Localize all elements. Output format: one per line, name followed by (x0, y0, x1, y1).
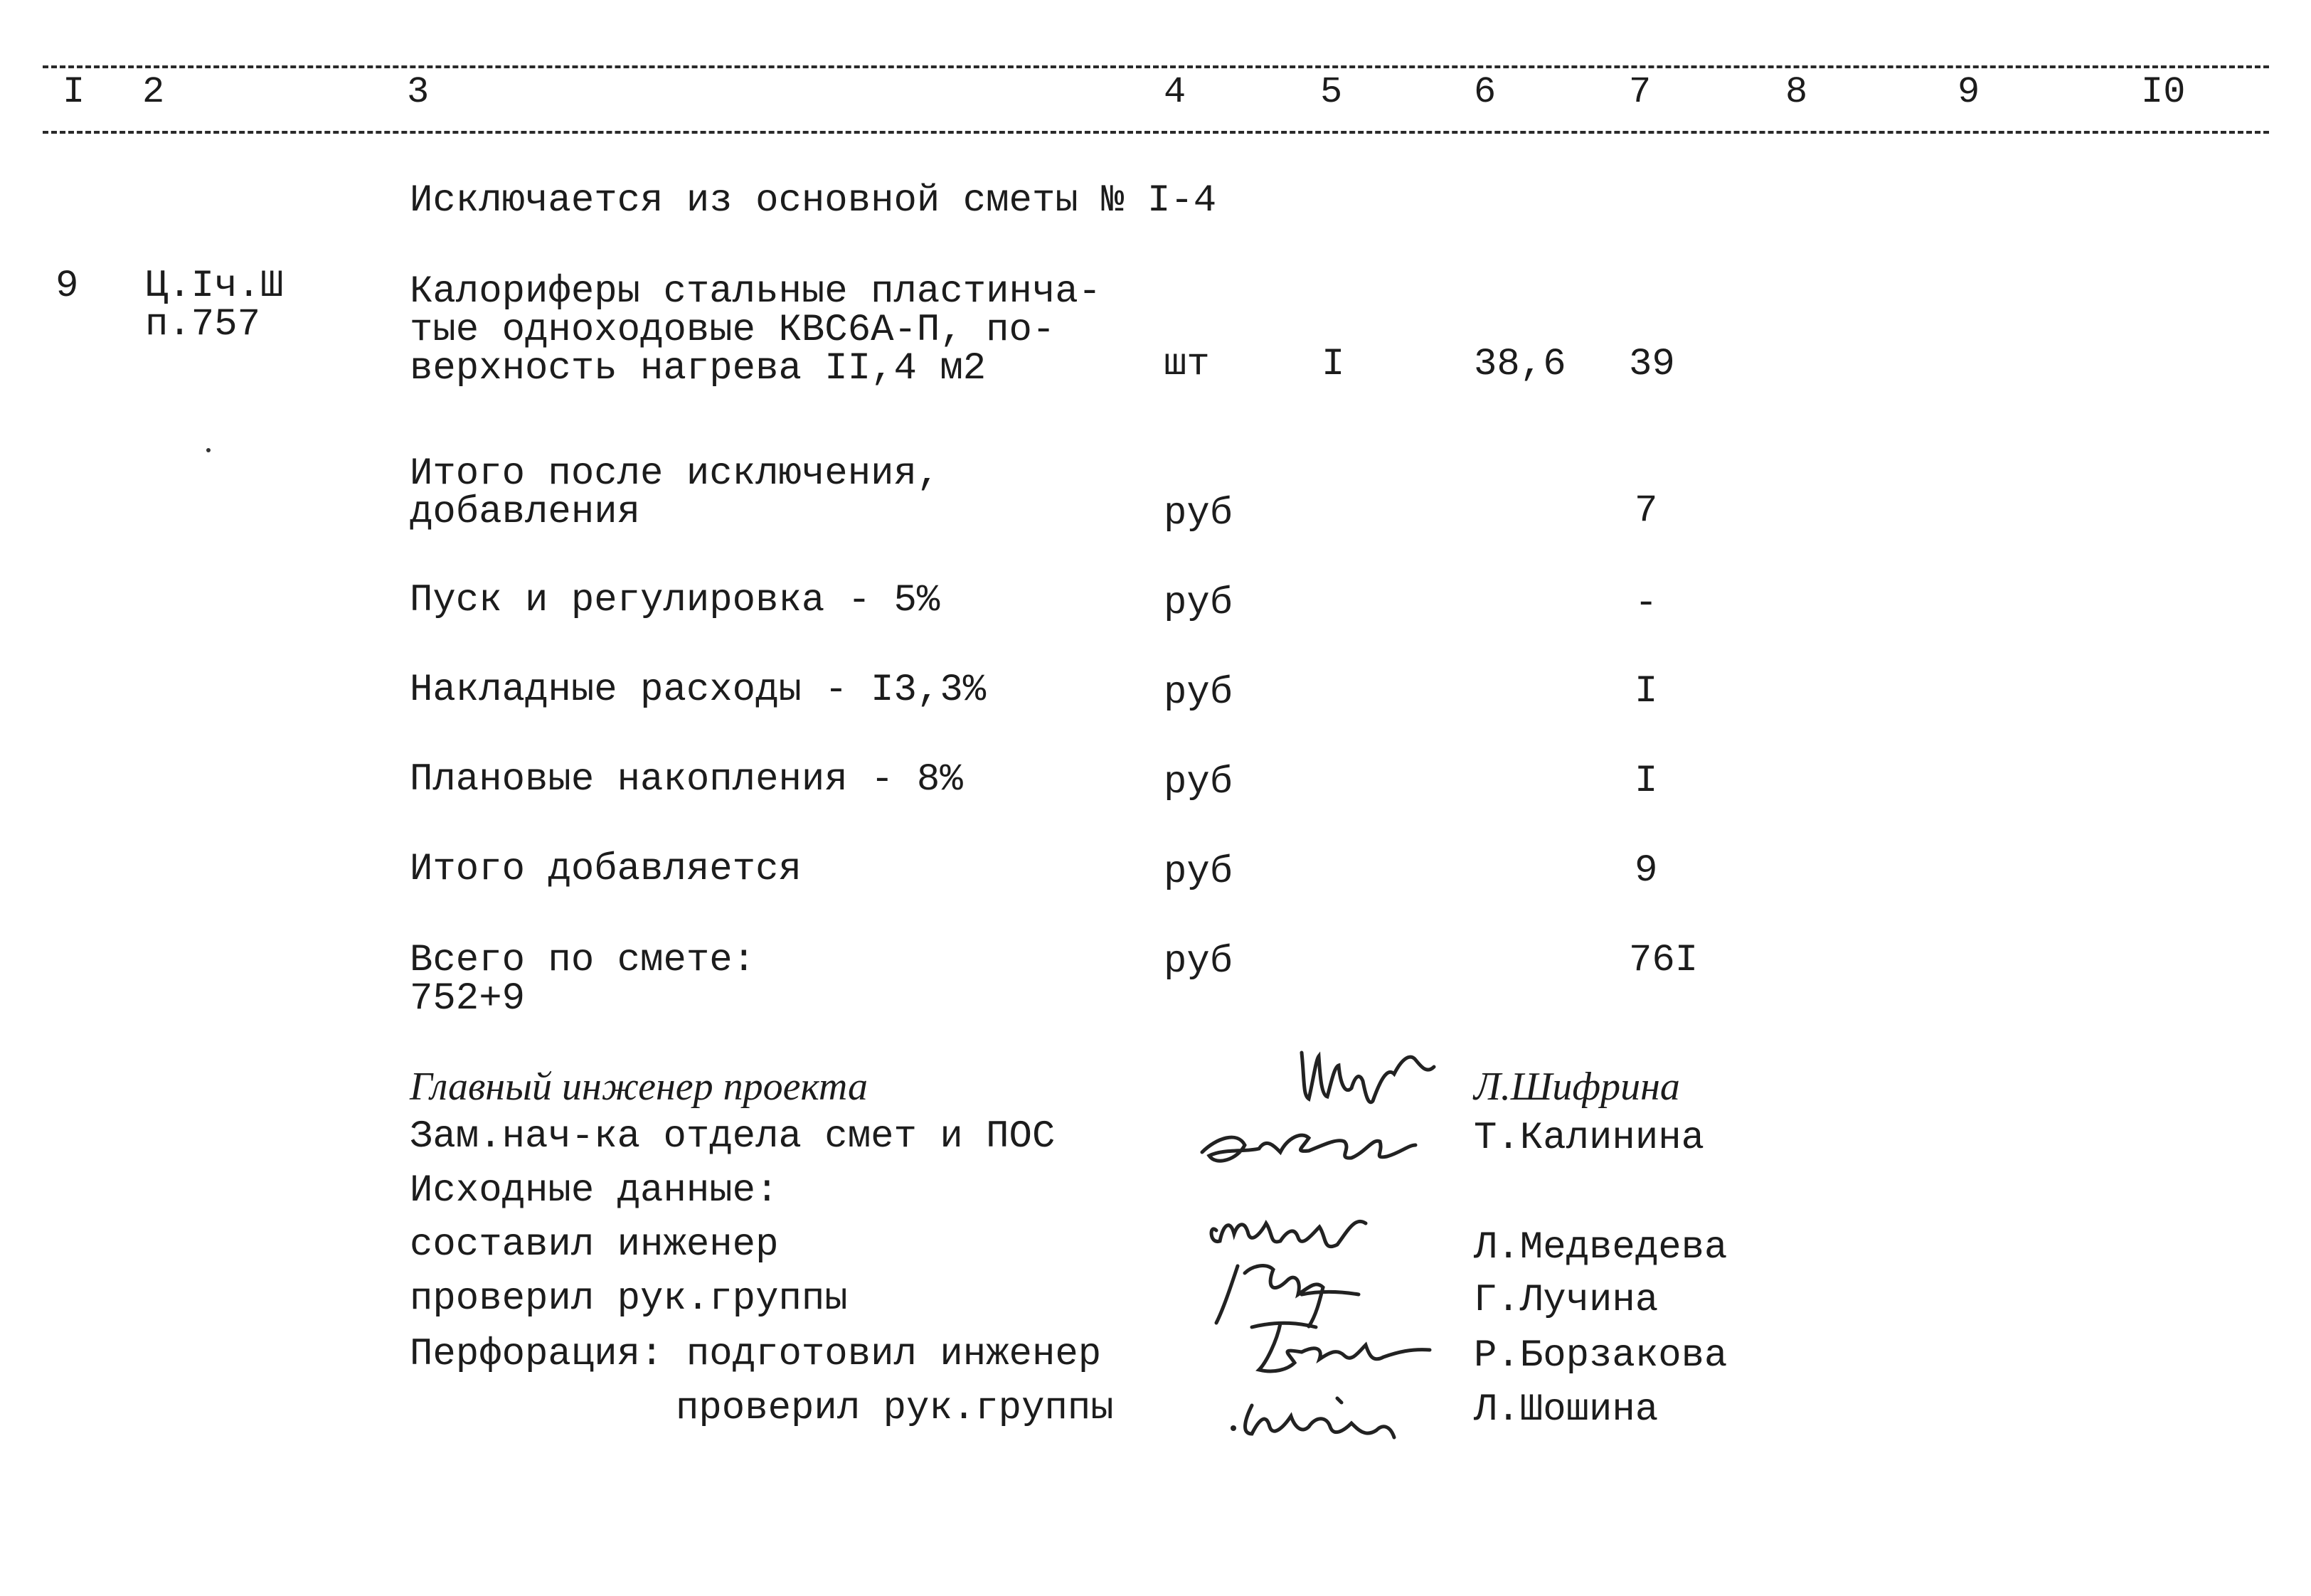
row-total-unit: руб (1164, 940, 1233, 984)
item-desc-line3: верхность нагрева II,4 м2 (410, 347, 987, 390)
col-header-1: I (63, 71, 85, 113)
item-number: 9 (55, 265, 79, 308)
scan-speck (206, 448, 211, 452)
row-overhead-label: Накладные расходы - I3,3% (410, 669, 987, 712)
col-header-4: 4 (1164, 71, 1186, 113)
row-subtotal-label (410, 452, 940, 534)
row-added-value: 9 (1635, 849, 1658, 893)
compiled-name: Л.Медведева (1474, 1226, 1728, 1270)
item-qty: I (1322, 343, 1345, 386)
item-total: 39 (1629, 343, 1675, 386)
row-planned-label: Плановые накопления - 8% (410, 758, 963, 802)
item-description (410, 270, 1102, 390)
item-code-line2: п.757 (145, 303, 261, 346)
row-subtotal-value: 7 (1635, 489, 1658, 533)
row-subtotal-label-line2: добавления (410, 491, 641, 534)
perforation-checked-name: Л.Шошина (1474, 1388, 1659, 1432)
row-overhead-value: I (1635, 670, 1658, 713)
perforation-checked-title: проверил рук.группы (676, 1387, 1114, 1430)
item-code (145, 267, 283, 344)
perforation-label: Перфорация: подготовил инженер (410, 1333, 1102, 1376)
row-overhead-unit: руб (1164, 671, 1233, 715)
signature-shifrina (1295, 1038, 1458, 1117)
chief-engineer-title: Главный инженер проекта (410, 1065, 868, 1109)
item-unit: шт (1164, 343, 1210, 386)
col-header-7: 7 (1629, 71, 1652, 113)
signature-borzakova (1238, 1313, 1437, 1384)
col-header-9: 9 (1957, 71, 1980, 113)
row-subtotal-unit: руб (1164, 492, 1233, 536)
item-desc-line2: тые одноходовые КВС6А-П, по- (410, 309, 1056, 352)
compiled-title: составил инженер (410, 1223, 779, 1267)
item-price: 38,6 (1474, 343, 1566, 386)
perforation-name: Р.Борзакова (1474, 1334, 1728, 1378)
col-header-5: 5 (1320, 71, 1343, 113)
col-header-2: 2 (142, 71, 165, 113)
deputy-name: Т.Калинина (1474, 1117, 1705, 1160)
row-startup-unit: руб (1164, 582, 1233, 625)
source-data-label: Исходные данные: (410, 1169, 779, 1213)
col-header-6: 6 (1474, 71, 1497, 113)
col-header-10: I0 (2141, 71, 2186, 113)
item-code-line1: Ц.Iч.Ш (145, 265, 284, 308)
row-subtotal-label-line1: Итого после исключения, (410, 452, 940, 496)
col-header-8: 8 (1785, 71, 1808, 113)
deputy-title: Зам.нач-ка отдела смет и ПОС (410, 1115, 1056, 1159)
section-title: Исключается из основной сметы № I-4 (410, 179, 1217, 223)
row-total-label-line1: Всего по смете: (410, 939, 756, 982)
item-desc-line1: Калориферы стальные пластинча- (410, 270, 1102, 314)
row-total-label (410, 939, 756, 1021)
checked-title: проверил рук.группы (410, 1277, 848, 1321)
row-startup-label: Пуск и регулировка - 5% (410, 579, 940, 622)
row-startup-value: - (1635, 582, 1658, 625)
chief-engineer-name: Л.Шифрина (1474, 1065, 1680, 1109)
signature-kalinina (1195, 1110, 1430, 1174)
header-top-rule (43, 65, 2269, 68)
col-header-3: 3 (407, 71, 430, 113)
row-added-unit: руб (1164, 851, 1233, 894)
checked-name: Г.Лучина (1474, 1279, 1659, 1322)
header-bottom-rule (43, 131, 2269, 134)
row-total-value: 76I (1629, 939, 1699, 982)
row-added-label: Итого добавляется (410, 848, 802, 891)
row-planned-value: I (1635, 760, 1658, 803)
signature-shoshina (1223, 1384, 1408, 1448)
row-total-label-line2: 752+9 (410, 977, 526, 1021)
row-planned-unit: руб (1164, 761, 1233, 804)
